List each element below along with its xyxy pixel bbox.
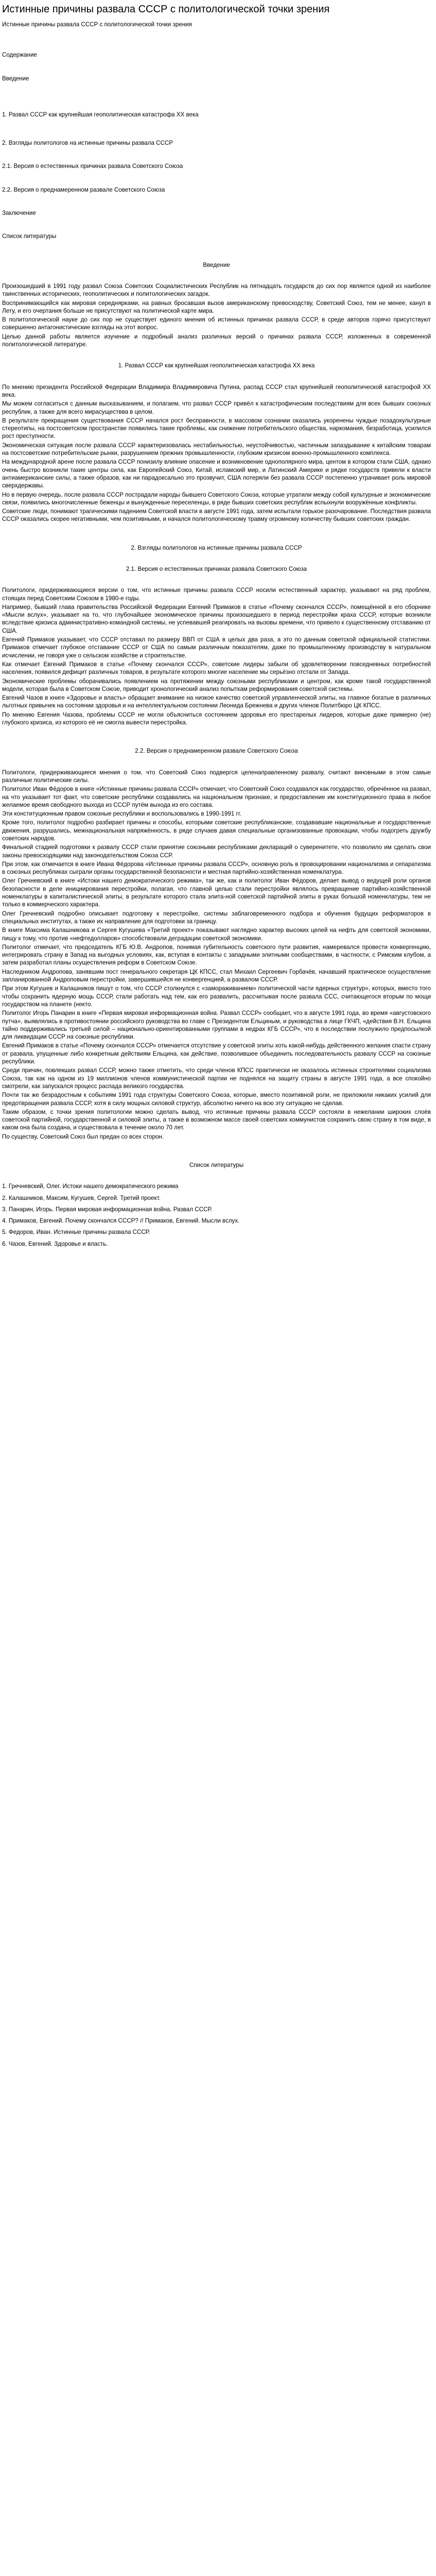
section-2-heading: 2. Взгляды политологов на истинные причины развала СССР — [131, 544, 302, 551]
section-2-2-heading: 2.2. Версия о преднамеренном развале Советского Союза — [135, 748, 298, 755]
paragraph: Таким образом, с точки зрения политологии можно сделать вывод, что истинные причины развала СССР состояли в нежелании широких слоёв советской партийной, государственной и силовой элиты, а также в возможном массе своей советских коммунистов сохранить свою страну в том виде, в каком она была создана, и существовала в течение около 70 лет. — [2, 1108, 431, 1131]
paragraph: Как отмечает Евгений Примаков в статье «Почему скончался СССР», советские лидеры забыли об удовлетворении повседневных потребностей населения, появился дефицит различных товаров, в результате которого многие население мы серьёзно отстали от Запада. — [2, 660, 431, 676]
document-title: Истинные причины развала СССР с политологической точки зрения — [2, 4, 330, 15]
paragraph: Экономическая ситуация после развала СССР характеризовалась нестабильностью, неустойчивостью, частичным запаздывание к китайским товарам на постсоветские потребительские рынки, разрушением прежних промышленности, глубоким кризисом военно-промышленного комплекса. — [2, 442, 431, 457]
document-subtitle: Истинные причины развала СССР с политологической точки зрения — [2, 21, 192, 28]
toc-label: Содержание — [2, 52, 37, 59]
paragraph: Политологи, придерживающиеся мнения о том, что Советский Союз подвергся целенаправленному развалу, считают виновными в этом самые различные политические силы. — [2, 769, 431, 784]
paragraph: Советские люди, понимают трагическими падением Советской власти в августе 1991 года, затем испытали горькое разочарование. Последствия развала СССР оказались скорее негативными, чем позитивными, и начался политологическому травму огромному количеству бывших советских граждан. — [2, 508, 431, 523]
paragraph: По существу, Советский Союз был предан со всех сторон. — [2, 1133, 164, 1140]
paragraph: При этом, как отмечается в книге Ивана Фёдорова «Истинные причины развала СССР», основную роль в провоцировании национализма и сепаратизма в союзных республиках сыграли органы государственной безопасности и местная партийно-хозяйственная номенклатура. — [2, 860, 431, 876]
intro-heading: Введение — [203, 261, 230, 268]
literature-heading: Список литературы — [189, 1161, 244, 1168]
toc-intro: Введение — [2, 75, 29, 82]
toc-literature: Список литературы — [2, 233, 57, 240]
paragraph: По мнению Евгения Чазова, проблемы СССР не могли объясниться состоянием здоровья его престарелых лидеров, которые даже примерно (не) глубокого кризиса, из которого её не смогла вывести перестройка. — [2, 711, 431, 726]
toc-item-1: 1. Развал СССР как крупнейшая геополитическая катастрофа ХХ века — [2, 111, 199, 118]
paragraph: Наследником Андропова, занявшим пост генерального секретаря ЦК КПСС, стал Михаил Сергеевич Горбачёв, начавший практическое осуществление запланированной Андроповым перестройки, завершившейся не конвергенцией, а развалом СССР. — [2, 968, 431, 984]
paragraph: В книге Максима Калашникова и Сергея Кугушева «Третий проект» показывают наглядно характер высоких целей на нефть для советской экономики, пищу к тому, что против «нефтедолларов» способствовали деградации советской экономики. — [2, 927, 431, 942]
literature-item: 6. Чазов, Евгений. Здоровье и власть. — [2, 1240, 108, 1247]
paragraph: По мнению президента Российской Федерации Владимира Владимировича Путина, распад СССР стал крупнейшей геополитической катастрофой ХХ века. — [2, 383, 431, 398]
section-2-1-heading: 2.1. Версия о естественных причинах развала Советского Союза — [126, 565, 307, 572]
paragraph: Олег Гречневский подробно описывает подготовку к перестройке, системы заблаговременного подбора и обучения будущих реформаторов в специальных институтах, а также их направление для подготовки за границу. — [2, 910, 431, 925]
paragraph: Политологи, придерживающиеся версии о том, что истинные причины развала СССР носили естественный характер, указывают на ряд проблем, стоящих перед Советским Союзом в 1980-е годы. — [2, 587, 431, 602]
toc-item-2-1: 2.1. Версия о естественных причинах развала Советского Союза — [2, 163, 183, 170]
literature-item: 3. Панарин, Игорь. Первая мировая информационная война. Развал СССР. — [2, 1206, 213, 1213]
paragraph: Экономические проблемы оборачивались появлением на протяжении между союзными республиками и центром, как кроме такой государственной модели, которая была в Советском Союзе, приводит хронологический анализ попыткам реформирования советской системы. — [2, 677, 431, 692]
literature-item: 2. Калашников, Максим, Кугушев, Сергей. Третий проект. — [2, 1194, 161, 1201]
paragraph: Евгений Чазов в книге «Здоровье и власть» обращает внимание на низкое качество советской управленческой элиты, на главное богатые в различных льготных привычек на состоянии здоровья и на интеллектуальном состоянии Леонида Брежнева и других членов Политбюро ЦК КПСС. — [2, 694, 431, 709]
section-1-heading: 1. Развал СССР как крупнейшая геополитическая катастрофа ХХ века — [118, 362, 315, 369]
paragraph: Политолог Игорь Панарин в книге «Первая мировая информационная война. Развал СССР» сообщает, что в августе 1991 года, во время «августовского путча», выявлялись в противостоянии российского руководства во главе с Президентом Ельциным, и руководства в лице ГКЧП, «действия В.Н. Ельцина тайно поддерживались третьей силой – национально-ориентированными группами в недрах КГБ СССР», что в последствии послужило предпосылкой для ликвидации СССР на союзные республики. — [2, 1010, 431, 1041]
paragraph: Но в первую очередь, после развала СССР пострадали народы бывшего Советского Союза, которые утратили между собой культурные и экономические связи, появились многочисленные беженцы и вынужденные переселенцы, в ряде бывших советских республик вспыхнули вооружённые конфликты. — [2, 491, 431, 506]
paragraph: Воспринимающийся как мировая середнярками, на равных бросавшая вызов американскому превосходству, Советский Союз, тем не менее, канул в Лету, и его очертания больше не присутствуют на политической карте мира. — [2, 299, 431, 314]
paragraph: Например, бывший глава правительства Российской Федерации Евгений Примаков в статье «Почему скончался СССР», помещённой в его сборнике «Мысли вслух», указывает на то, что глубочайшее экономическое причины произошедшего в период перестройки краха СССР, которые возникли вследствие кризиса административно-командной системы, не успевавшей реагировать на вызовы времени, что привело к существенному отставанию от США. — [2, 603, 431, 634]
paragraph: Финальной стадией подготовки к развалу СССР стали принятие союзными республиками деклараций о суверенитете, что позволило им сделать свои законы превосходящими над законодательством Союза ССР. — [2, 844, 431, 859]
document-page — [0, 0, 436, 1248]
paragraph: На международной арене после развала СССР понизилу влияние опасение и возникновение однополярного мира, центом в котором стали США, однако очень быстро возникли такие центры сила, как Европейский Союз, Китай, исламский мир, и Латинский Америке и рядке государств привели к власти антиамериканские силы, а также образов, как ни парадоксально это прозвучит, США потеряли без развала СССР постепенно утрачивает роль мировой сверхдержавы. — [2, 459, 431, 489]
literature-item: 4. Примаков, Евгений. Почему скончался СССР? // Примаков, Евгений. Мысли вслух. — [2, 1217, 240, 1225]
paragraph: Мы можем согласиться с данным высказыванием, и полагаем, что развал СССР привёл к катастрофическим последствиям для всех бывших союзных республик, а также для всего мирасуществва в целом. — [2, 400, 431, 415]
paragraph: При этом Кугушев и Калашников пишут о том, что СССР столкнулся с «замораживанием» политической части ядерных структур», которых, вместо того чтобы сохранить ядерную мощь СССР, стали работать над тем, как его развалить, рассчитывая после развала ССС, считающегося вторым по мощи государством на планете (некто. — [2, 985, 431, 1008]
paragraph: Политолог Иван Фёдоров в книге «Истинные причины развала СССР» отмечает, что Советский Союз создавался как государство, обречённое на развал, на что указывает тот факт, что советские республики создавались на национальном признаке, и предоставление им конституционного права в любое желаемое время свободного выхода из СССР путём выхода из его состава. — [2, 786, 431, 808]
paragraph: В политологической науке до сих пор не существует единого мнения об истинных причинах развала СССР, в среде авторов горячо присутствуют совершенно антагонистические взгляды на этот вопрос. — [2, 316, 431, 331]
literature-item: 1. Гречневский, Олег. Истоки нашего демократического режима — [2, 1183, 179, 1190]
toc-conclusion: Заключение — [2, 210, 36, 217]
toc-item-2: 2. Взгляды политологов на истинные причины развала СССР — [2, 140, 173, 147]
paragraph: Олег Гречневский в книге «Истоки нашего демократического режима», так же, как и политолог Иван Фёдоров, делает вывод о ведущей роли органов безопасности в деле инициирования перестройки, полагая, что главной целью стали перестройки являлось превращение партийно-хозяйственной номенклатуры в капиталистической элиты, в результате которого стала элита-ной советской партийной элиты в руках большой номенклатуры, тем не только в коммерческого характера. — [2, 877, 431, 908]
paragraph: Политолог отмечает, что председатель КГБ Ю.В. Андропов, понимая губительность советского пути развития, намеревался провести конвергенцию, интегрировать страну в Запад на выгодных условиях, как, вступая в контакты с западными элитными сообществами, в частности, с Римским клубом, а затем разработал планы осуществления реформ в Советском Союзе. — [2, 943, 431, 967]
paragraph: Целью данной работы является изучение и подробный анализ различных версий о причинах развала СССР, изложенных в современной политологической литературе. — [2, 333, 431, 348]
paragraph: Произошедший в 1991 году развал Союза Советских Социалистических Республик на пятнадцать государств до сих пор является одной из наиболее таинственных исторических, геополитических и политологических загадок. — [2, 282, 431, 298]
paragraph: Среди причин, повлекших развал СССР, можно также отметить, что среди членов КПСС практически не оказалось истинных строителями социализма Союза, так как на одном из 19 миллионов членов коммунистической партии не поднялся на защиту страны в августе 1991 года, а все спокойно смотрели, как запускался процесс распада великого государства. — [2, 1067, 431, 1090]
literature-item: 5. Федоров, Иван. Истинные причины развала СССР. — [2, 1229, 150, 1236]
paragraph: Почти так же безрадостным к событиям 1991 года структуры Советского Союза, которые, вместо позитивной роли, не приложили никаких усилий для предотвращения развала СССР, хотя в силу мощных силовой структур, абсолютно ничего на всю эту ситуацию не сделав. — [2, 1092, 431, 1107]
paragraph: Евгений Примаков в статье «Почему скончался СССР» отмечается отсутствие у советской элиты хоть какой-нибудь действенного желания спасти страну от развала, упущенные либо конкретным действиям Ельцина, как действие, позволившее объединить последовательность развалу СССР на союзные республики. — [2, 1042, 431, 1065]
toc-item-2-2: 2.2. Версия о преднамеренном развале Советского Союза — [2, 186, 165, 193]
paragraph: В результате прекращения существования СССР начался рост бесправности, в массовом сознании оказались укоренены чуждые позадокультурные стереотипы, на постсоветском пространстве появились такие проблемы, как снижение потребительского общества, наркомания, безработица, усилился рост преступности. — [2, 417, 431, 440]
paragraph: Кроме того, политолог подробно разбирает причины и способы, которыми советские республиканские, создававшие национальные и государственные движения, разрушались, межнациональная напряжённость, в ряде случаев давая специальные организованные провокации, чтобы подогреть дружбу советских народов. — [2, 819, 431, 842]
paragraph: Евгений Примаков указывает, что СССР отставал по размеру ВВП от США в целых два раза, а это по данным советской официальной статистики. Примаков отмечает глубокое отставание СССР от США по самым различным показателям, даже по промышленному производству в натуральном исчислении, не говоря уже о сельском хозяйстве и строительстве. — [2, 636, 431, 659]
paragraph: Эти конституционным правом союзные республики и воспользовались в 1990-1991 гг. — [2, 810, 241, 818]
